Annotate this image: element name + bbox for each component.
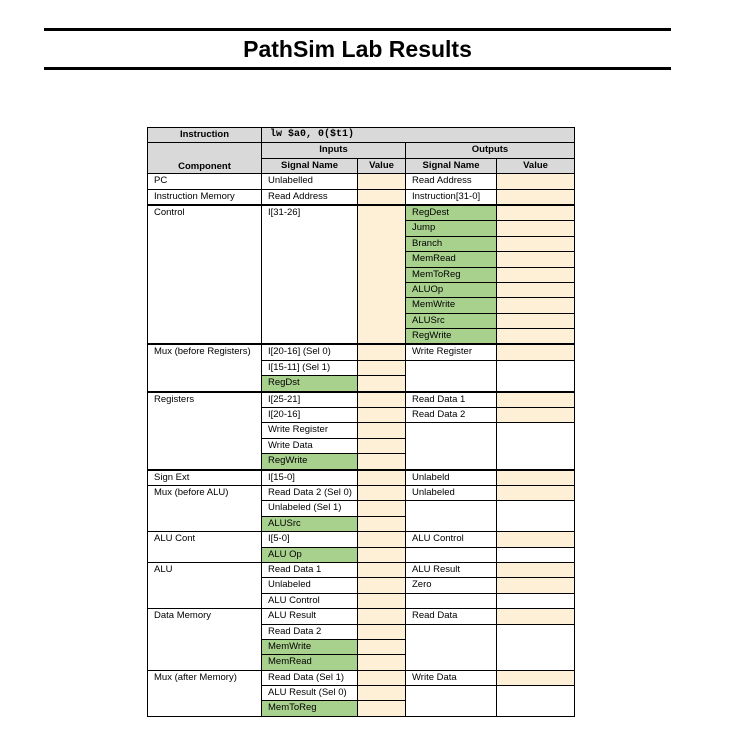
output-signal: Read Data 2 xyxy=(406,408,497,423)
output-signal: Zero xyxy=(406,578,497,593)
component-header: Component xyxy=(148,143,262,174)
output-signal-empty xyxy=(406,686,497,717)
output-value-field[interactable] xyxy=(497,236,575,251)
input-signal: I[15-11] (Sel 1) xyxy=(262,360,358,375)
output-value-empty xyxy=(497,624,575,670)
output-value-field[interactable] xyxy=(497,485,575,500)
input-value-field[interactable] xyxy=(358,438,406,453)
input-signal: Write Register xyxy=(262,423,358,438)
input-signal: Unlabelled xyxy=(262,174,358,189)
output-signal-empty xyxy=(406,624,497,670)
input-signal: ALU Result (Sel 0) xyxy=(262,686,358,701)
table-row-sign-ext xyxy=(148,470,575,486)
output-signal: ALUSrc xyxy=(406,313,497,328)
input-signal: ALU Control xyxy=(262,593,358,608)
input-value-field[interactable] xyxy=(358,547,406,562)
output-signal: Unlabeld xyxy=(406,470,497,486)
title-rule-bottom xyxy=(44,67,671,70)
output-value-field[interactable] xyxy=(497,670,575,685)
table-row-mux-before-registers xyxy=(148,344,575,360)
input-value-field[interactable] xyxy=(358,485,406,500)
output-signal: MemWrite xyxy=(406,298,497,313)
input-signal: RegWrite xyxy=(262,454,358,470)
input-value-field[interactable] xyxy=(358,701,406,716)
output-value-field[interactable] xyxy=(497,313,575,328)
output-signal: RegWrite xyxy=(406,329,497,345)
input-value-field[interactable] xyxy=(358,670,406,685)
output-signal: Read Address xyxy=(406,174,497,189)
input-signal: I[25-21] xyxy=(262,392,358,408)
input-signal: ALUSrc xyxy=(262,516,358,531)
input-signal: Unlabeled (Sel 1) xyxy=(262,501,358,516)
input-signal: I[20-16] xyxy=(262,408,358,423)
input-signal: ALU Result xyxy=(262,609,358,624)
input-signal: MemWrite xyxy=(262,639,358,654)
input-signal: I[20-16] (Sel 0) xyxy=(262,344,358,360)
output-value-field[interactable] xyxy=(497,298,575,313)
group-header-row xyxy=(148,143,575,158)
output-value-field[interactable] xyxy=(497,408,575,423)
output-value-field[interactable] xyxy=(497,532,575,547)
input-value-field[interactable] xyxy=(358,454,406,470)
component-cell: Sign Ext xyxy=(148,470,262,486)
output-value-field[interactable] xyxy=(497,189,575,205)
output-value-empty xyxy=(497,686,575,717)
output-signal: MemRead xyxy=(406,252,497,267)
input-signal: I[31-26] xyxy=(262,205,358,221)
table-row-mux-after-memory xyxy=(148,670,575,685)
output-signal: Read Data 1 xyxy=(406,392,497,408)
component-cell: Control xyxy=(148,205,262,345)
input-signal: Read Data 1 xyxy=(262,562,358,577)
input-value-field[interactable] xyxy=(358,686,406,701)
output-signal: Instruction[31-0] xyxy=(406,189,497,205)
input-value-field[interactable] xyxy=(358,655,406,670)
output-value-empty xyxy=(497,547,575,562)
output-value-field[interactable] xyxy=(497,205,575,221)
table-row-instruction-memory xyxy=(148,189,575,205)
output-value-field[interactable] xyxy=(497,267,575,282)
component-cell: PC xyxy=(148,174,262,189)
output-value-field[interactable] xyxy=(497,470,575,486)
input-value-field[interactable] xyxy=(358,376,406,392)
input-signal: ALU Op xyxy=(262,547,358,562)
component-cell: Mux (before Registers) xyxy=(148,344,262,391)
output-signal: ALU Control xyxy=(406,532,497,547)
output-value-field[interactable] xyxy=(497,252,575,267)
component-cell: Mux (before ALU) xyxy=(148,485,262,531)
component-cell: ALU Cont xyxy=(148,532,262,563)
inputs-header: Inputs xyxy=(262,143,406,158)
input-value-field[interactable] xyxy=(358,344,406,360)
input-signal-empty xyxy=(262,221,358,345)
output-value-field[interactable] xyxy=(497,609,575,624)
table-row-registers xyxy=(148,392,575,408)
output-signal: Jump xyxy=(406,221,497,236)
output-signal-empty xyxy=(406,593,497,608)
instruction-value: lw $a0, 0($t1) xyxy=(262,128,575,143)
output-signal: Unlabeled xyxy=(406,485,497,500)
output-signal: ALU Result xyxy=(406,562,497,577)
input-signal: MemRead xyxy=(262,655,358,670)
output-signal: Branch xyxy=(406,236,497,251)
input-signal: Read Data 2 xyxy=(262,624,358,639)
component-cell: Data Memory xyxy=(148,609,262,671)
output-value-field[interactable] xyxy=(497,344,575,360)
output-value-field[interactable] xyxy=(497,562,575,577)
component-cell: Instruction Memory xyxy=(148,189,262,205)
input-signal: Unlabeled xyxy=(262,578,358,593)
table-row-alu xyxy=(148,562,575,577)
results-table xyxy=(147,127,575,717)
input-value-field[interactable] xyxy=(358,189,406,205)
table-row-data-memory xyxy=(148,609,575,624)
input-value-field[interactable] xyxy=(358,639,406,654)
input-value-field[interactable] xyxy=(358,593,406,608)
output-value-empty xyxy=(497,593,575,608)
output-signal: Write Data xyxy=(406,670,497,685)
input-value-field[interactable] xyxy=(358,423,406,438)
output-signal-empty xyxy=(406,547,497,562)
input-signal: Read Address xyxy=(262,189,358,205)
input-value-field[interactable] xyxy=(358,516,406,531)
output-value-field[interactable] xyxy=(497,221,575,236)
output-signal: ALUOp xyxy=(406,282,497,297)
output-signal-empty xyxy=(406,423,497,470)
input-signal: I[15-0] xyxy=(262,470,358,486)
input-value-field[interactable] xyxy=(358,578,406,593)
input-value-field[interactable] xyxy=(358,562,406,577)
output-signal: Write Register xyxy=(406,344,497,360)
output-value-empty xyxy=(497,360,575,391)
input-value-field[interactable] xyxy=(358,392,406,408)
table-row-alu-cont xyxy=(148,532,575,547)
input-value-field[interactable] xyxy=(358,408,406,423)
instruction-label: Instruction xyxy=(148,128,262,143)
input-signal: I[5-0] xyxy=(262,532,358,547)
output-value-field[interactable] xyxy=(497,392,575,408)
input-signal: RegDst xyxy=(262,376,358,392)
output-value-field[interactable] xyxy=(497,578,575,593)
table-row-control xyxy=(148,205,575,221)
instruction-row xyxy=(148,128,575,143)
input-signal-header: Signal Name xyxy=(262,158,358,173)
input-signal: Write Data xyxy=(262,438,358,453)
title-rule-top xyxy=(44,28,671,31)
output-signal: MemToReg xyxy=(406,267,497,282)
input-value-field[interactable] xyxy=(358,532,406,547)
input-value-field[interactable] xyxy=(358,624,406,639)
output-value-field[interactable] xyxy=(497,174,575,189)
output-value-field[interactable] xyxy=(497,282,575,297)
input-value-field[interactable] xyxy=(358,609,406,624)
output-value-header: Value xyxy=(497,158,575,173)
table-row-pc xyxy=(148,174,575,189)
input-signal: Read Data (Sel 1) xyxy=(262,670,358,685)
input-value-header: Value xyxy=(358,158,406,173)
input-value-field[interactable] xyxy=(358,174,406,189)
output-value-field[interactable] xyxy=(497,329,575,345)
input-value-field[interactable] xyxy=(358,501,406,516)
input-value-field[interactable] xyxy=(358,470,406,486)
output-value-empty xyxy=(497,423,575,470)
table-row-mux-before-alu xyxy=(148,485,575,500)
page-title: PathSim Lab Results xyxy=(243,36,472,62)
outputs-header: Outputs xyxy=(406,143,575,158)
input-value-field[interactable] xyxy=(358,360,406,375)
component-cell: ALU xyxy=(148,562,262,608)
component-cell: Registers xyxy=(148,392,262,470)
input-signal: Read Data 2 (Sel 0) xyxy=(262,485,358,500)
component-cell: Mux (after Memory) xyxy=(148,670,262,716)
output-signal-empty xyxy=(406,501,497,532)
output-signal-header: Signal Name xyxy=(406,158,497,173)
output-signal: RegDest xyxy=(406,205,497,221)
output-signal-empty xyxy=(406,360,497,391)
output-signal: Read Data xyxy=(406,609,497,624)
output-value-empty xyxy=(497,501,575,532)
input-signal: MemToReg xyxy=(262,701,358,716)
input-value-field[interactable] xyxy=(358,205,406,345)
